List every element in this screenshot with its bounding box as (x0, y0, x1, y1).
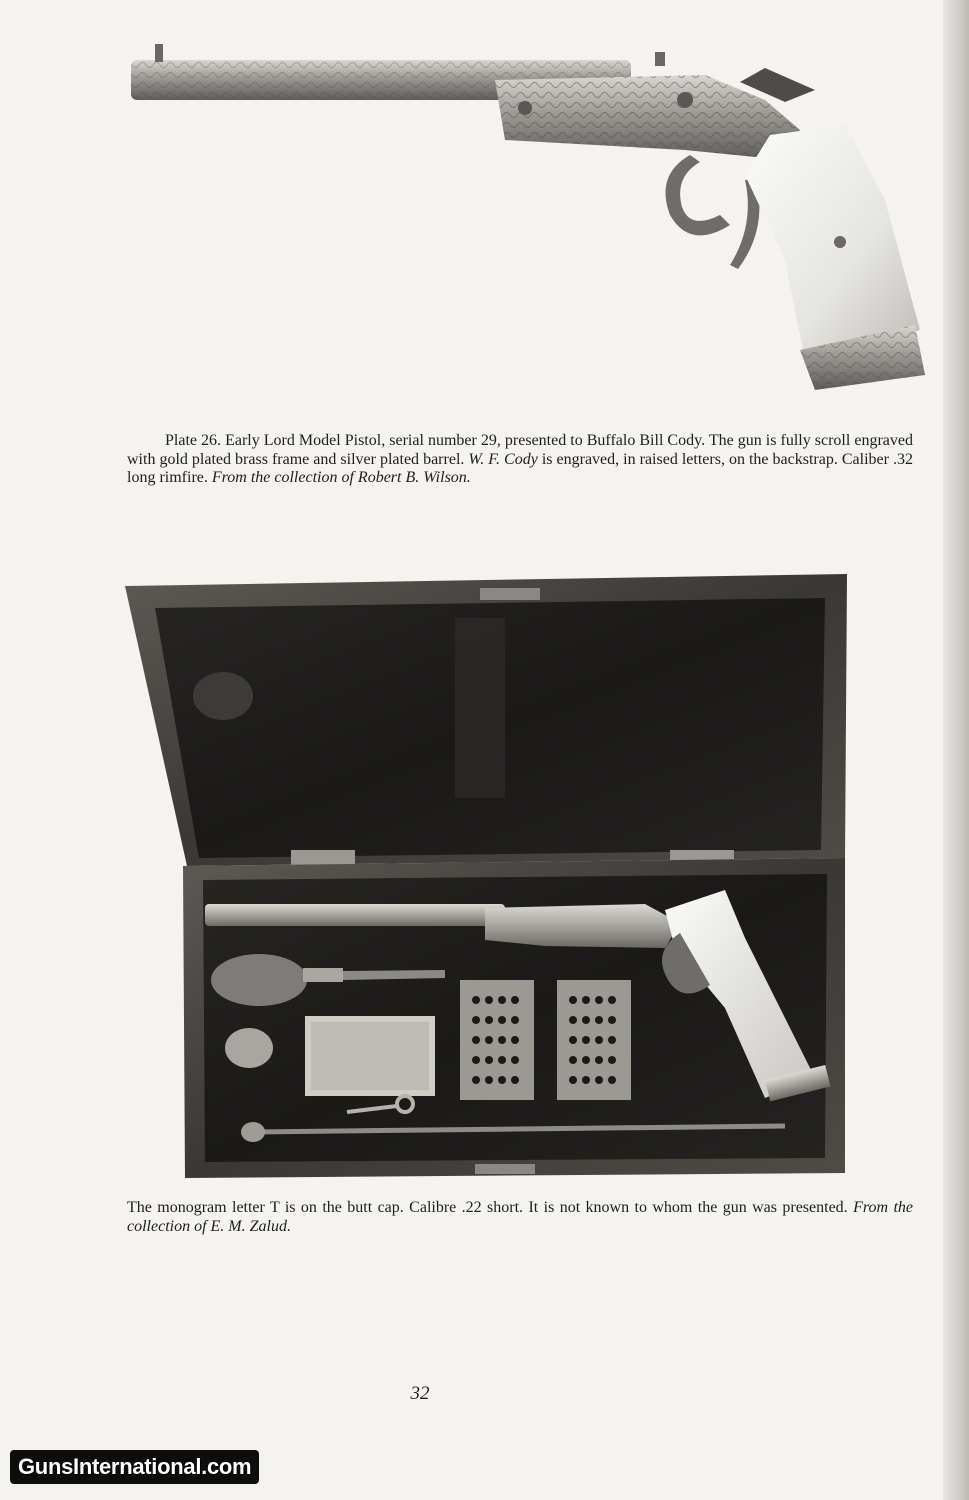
page-number-text: 32 (410, 1383, 430, 1404)
caption-text: The monogram letter T is on the butt cap. Calibre .22 short. It is not known to whom the gun was presented. (127, 1199, 854, 1216)
caption-text-continued: is engraved, in raised letters, on the backstrap. Caliber .32 long rimfire. (127, 450, 913, 486)
site-watermark: GunsInternational.com (10, 1450, 259, 1484)
caption-italic-name: W. F. Cody (468, 450, 538, 468)
caption-collection-credit: From the collection of E. M. Zalud. (127, 1199, 913, 1235)
plate-caption (127, 432, 913, 488)
cased-set-photo (125, 568, 847, 1180)
pistol-photo (125, 30, 925, 400)
cased-set-caption (127, 1199, 913, 1236)
caption-collection-credit: From the collection of Robert B. Wilson. (211, 469, 471, 486)
caption-text: Plate 26. Early Lord Model Pistol, serial number 29, presented to Buffalo Bill Cody. The gun is fully scroll engraved with gold plated brass frame and silver plated barrel. (127, 432, 913, 468)
page-number (66, 1383, 969, 1405)
page-edge-shadow (943, 0, 969, 1500)
